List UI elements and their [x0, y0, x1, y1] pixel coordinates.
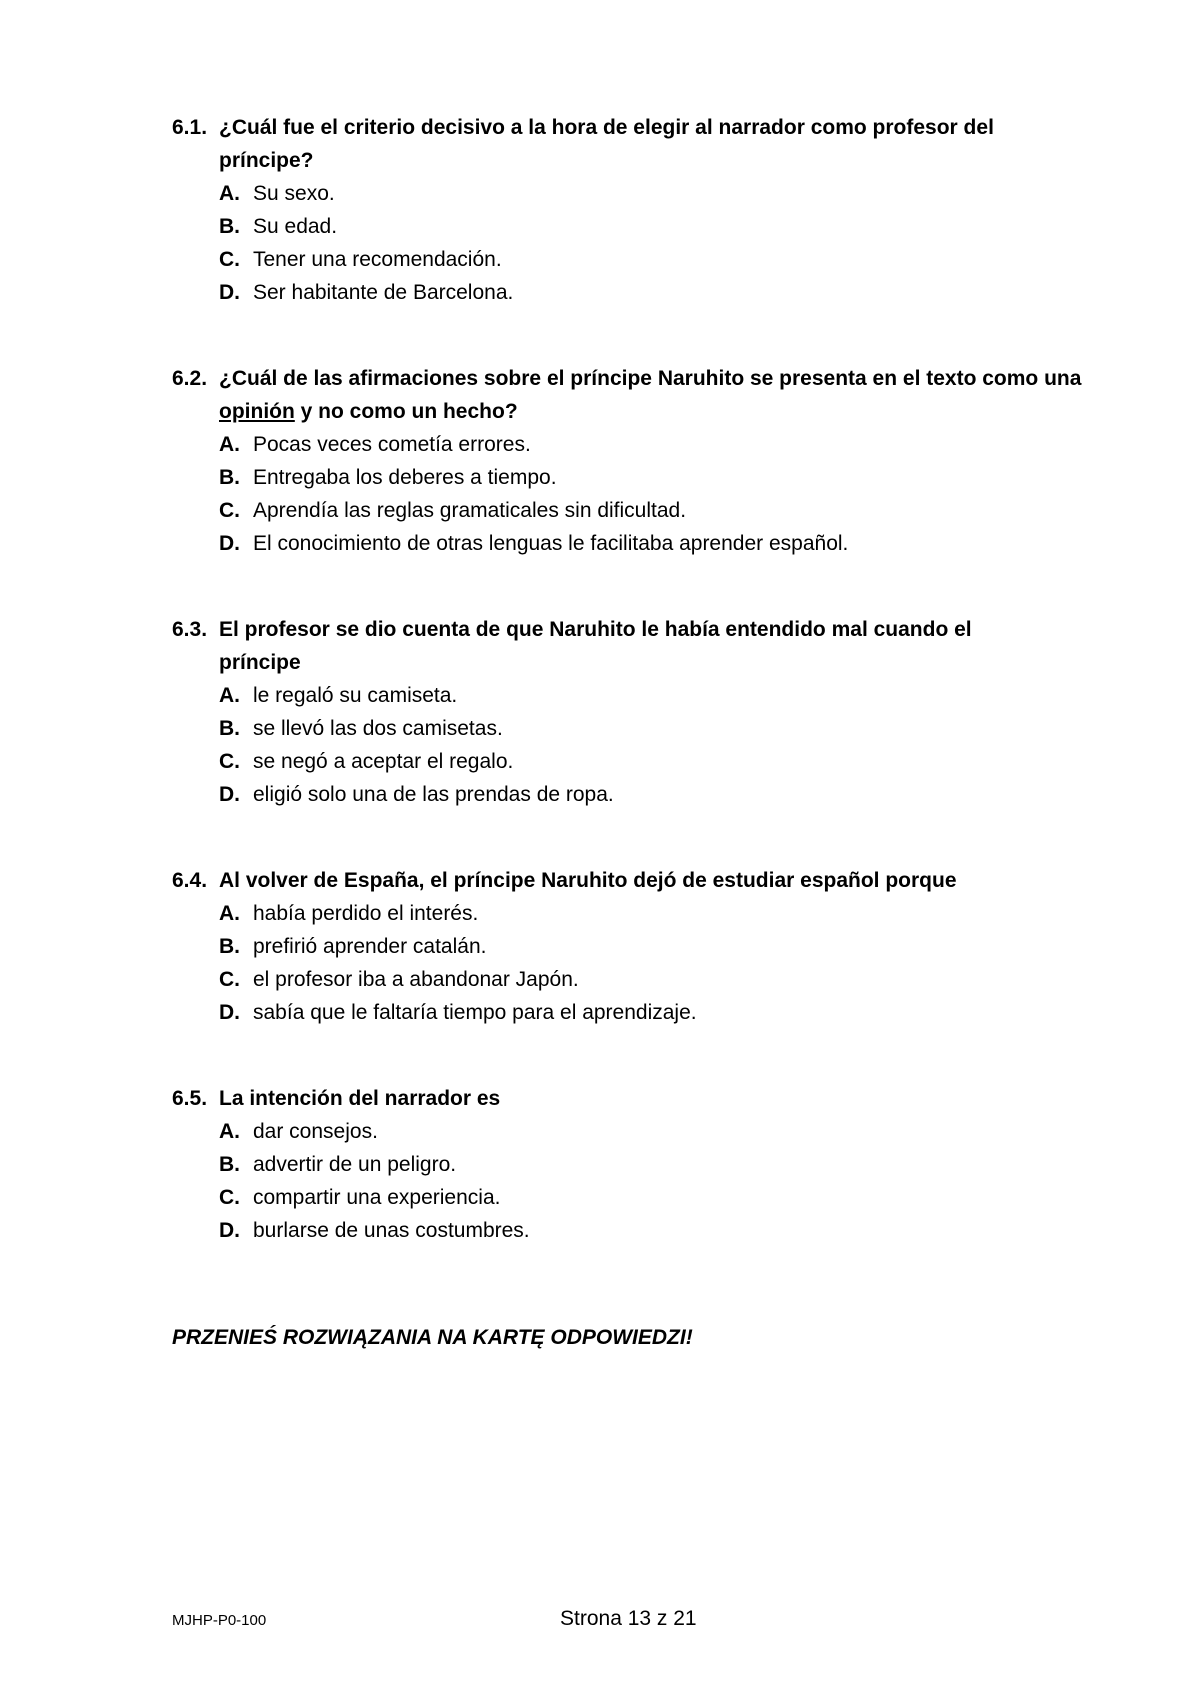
option-text: Su edad.	[253, 215, 338, 238]
answer-option	[219, 276, 1072, 309]
answer-option	[219, 177, 1072, 210]
underlined-keyword: opinión	[219, 400, 295, 423]
option-text: Ser habitante de Barcelona.	[253, 281, 514, 304]
question-heading	[172, 362, 1117, 428]
option-text: Aprendía las reglas gramaticales sin dificultad.	[253, 499, 687, 522]
question-heading	[172, 1082, 1112, 1115]
option-text: se negó a aceptar el regalo.	[253, 750, 514, 773]
question-text: Al volver de España, el príncipe Naruhito dejó de estudiar español porque	[219, 869, 957, 892]
answer-option	[219, 712, 1002, 745]
answer-option	[219, 1181, 1112, 1214]
answer-option	[219, 930, 1112, 963]
question-6-5	[172, 1082, 1112, 1247]
answer-option	[219, 527, 1117, 560]
option-text: sabía que le faltaría tiempo para el aprendizaje.	[253, 1001, 697, 1024]
option-letter: C.	[219, 1186, 240, 1209]
option-letter: C.	[219, 968, 240, 991]
answer-option	[219, 1148, 1112, 1181]
answer-option	[219, 996, 1112, 1029]
question-number: 6.5.	[172, 1087, 208, 1110]
option-letter: B.	[219, 466, 240, 489]
question-heading	[172, 111, 1072, 177]
option-text: advertir de un peligro.	[253, 1153, 457, 1176]
question-number: 6.3.	[172, 618, 208, 641]
question-text-part: y no como un hecho?	[294, 400, 518, 423]
answer-options	[172, 897, 1112, 1029]
answer-options	[172, 679, 1002, 811]
answer-option	[219, 428, 1117, 461]
answer-options	[172, 428, 1117, 560]
option-letter: C.	[219, 248, 240, 271]
question-6-3	[172, 613, 1002, 811]
option-letter: D.	[219, 783, 240, 806]
option-text: burlarse de unas costumbres.	[253, 1219, 530, 1242]
answer-option	[219, 745, 1002, 778]
option-text: había perdido el interés.	[253, 902, 479, 925]
option-text: El conocimiento de otras lenguas le facilitaba aprender español.	[253, 532, 849, 555]
question-6-1	[172, 111, 1072, 309]
option-text: eligió solo una de las prendas de ropa.	[253, 783, 614, 806]
answer-option	[219, 494, 1117, 527]
question-number: 6.4.	[172, 869, 208, 892]
exam-code: MJHP-P0-100	[172, 1612, 267, 1629]
question-text: La intención del narrador es	[219, 1087, 501, 1110]
answer-option	[219, 897, 1112, 930]
answer-option	[219, 1214, 1112, 1247]
question-6-2	[172, 362, 1117, 560]
question-number: 6.2.	[172, 367, 208, 390]
option-letter: B.	[219, 215, 240, 238]
question-number: 6.1.	[172, 116, 208, 139]
transfer-answers-notice: PRZENIEŚ ROZWIĄZANIA NA KARTĘ ODPOWIEDZI!	[172, 1326, 693, 1349]
option-letter: B.	[219, 717, 240, 740]
option-letter: B.	[219, 1153, 240, 1176]
option-text: compartir una experiencia.	[253, 1186, 501, 1209]
option-text: se llevó las dos camisetas.	[253, 717, 503, 740]
option-letter: D.	[219, 281, 240, 304]
option-letter: A.	[219, 433, 240, 456]
option-letter: C.	[219, 750, 240, 773]
question-6-4	[172, 864, 1112, 1029]
question-text: ¿Cuál fue el criterio decisivo a la hora de elegir al narrador como profesor del príncipe?	[219, 116, 994, 172]
answer-options	[172, 1115, 1112, 1247]
option-letter: A.	[219, 1120, 240, 1143]
question-heading	[172, 864, 1112, 897]
option-letter: A.	[219, 684, 240, 707]
question-text: El profesor se dio cuenta de que Naruhito le había entendido mal cuando el príncipe	[219, 618, 972, 674]
page-number: Strona 13 z 21	[560, 1607, 697, 1630]
answer-option	[219, 243, 1072, 276]
option-text: Tener una recomendación.	[253, 248, 502, 271]
answer-option	[219, 461, 1117, 494]
option-letter: D.	[219, 1001, 240, 1024]
option-letter: A.	[219, 902, 240, 925]
option-text: Su sexo.	[253, 182, 335, 205]
option-text: prefirió aprender catalán.	[253, 935, 487, 958]
answer-options	[172, 177, 1072, 309]
option-text: el profesor iba a abandonar Japón.	[253, 968, 579, 991]
answer-option	[219, 210, 1072, 243]
answer-option	[219, 1115, 1112, 1148]
question-text	[219, 362, 1117, 428]
option-text: Entregaba los deberes a tiempo.	[253, 466, 557, 489]
option-text: dar consejos.	[253, 1120, 378, 1143]
question-text-part: ¿Cuál de las afirmaciones sobre el príncipe Naruhito se presenta en el texto como una	[219, 367, 1082, 390]
answer-option	[219, 963, 1112, 996]
option-letter: C.	[219, 499, 240, 522]
option-letter: B.	[219, 935, 240, 958]
option-letter: A.	[219, 182, 240, 205]
option-text: le regaló su camiseta.	[253, 684, 458, 707]
option-text: Pocas veces cometía errores.	[253, 433, 531, 456]
option-letter: D.	[219, 532, 240, 555]
question-heading	[172, 613, 1002, 679]
answer-option	[219, 778, 1002, 811]
answer-option	[219, 679, 1002, 712]
option-letter: D.	[219, 1219, 240, 1242]
